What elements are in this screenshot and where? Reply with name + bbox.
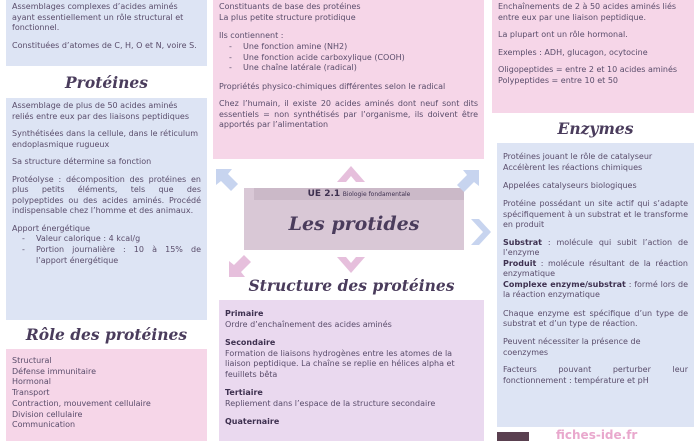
structure-primaire-heading: Primaire [225, 309, 264, 318]
enzymes-p7: Facteurs pouvant perturber leur fonctionnement : température et pH [503, 365, 688, 385]
peptides-line-4a: Oligopeptides = entre 2 et 10 acides aminés [498, 65, 678, 75]
card-structure [219, 300, 484, 441]
card-proteins-intro [6, 0, 207, 66]
amino-props: Propriétés physico-chimiques différentes selon le radical [219, 81, 446, 91]
arrow-right-icon [471, 219, 491, 245]
ue-subject: Biologie fondamentale [342, 191, 411, 198]
proteines-p3: Sa structure détermine sa fonction [12, 157, 152, 167]
arrow-down-icon [337, 257, 365, 273]
arrow-down-left-icon [229, 255, 251, 277]
list-item: Structural [12, 356, 52, 365]
amino-line-2: La plus petite structure protidique [219, 12, 356, 22]
intro-line-2: Constituées d’atomes de C, H, O et N, voire S. [12, 40, 197, 50]
enzymes-p2: Appelées catalyseurs biologiques [503, 181, 637, 191]
list-item: - Une fonction amine (NH2) [243, 42, 478, 53]
enzymes-p3: Protéine possédant un site actif qui s’adapte spécifiquement à un substrat et le transforme en produit [503, 198, 688, 230]
arrow-up-icon [337, 166, 365, 182]
peptides-line-1: Enchaînements de 2 à 50 acides aminés liés entre eux par une liaison peptidique. [498, 2, 677, 22]
amino-contains-label: Ils contiennent : [219, 31, 284, 41]
structure-tertiaire-heading: Tertiaire [225, 388, 263, 398]
card-peptides [492, 0, 694, 113]
structure-tertiaire: Repliement dans l’espace de la structure secondaire [225, 398, 436, 408]
structure-secondaire-heading: Secondaire [225, 338, 276, 348]
structure-secondaire: Formation de liaisons hydrogènes entre les atomes de la liaison peptidique. La chaîne se replie en hélices alpha et feuillets bêta [225, 348, 455, 379]
arrow-up-left-icon [216, 169, 238, 191]
proteines-energy-list [12, 234, 201, 266]
enzymes-substrat: Substrat : molécule qui subit l’action de l’enzyme [503, 237, 688, 258]
list-item: Hormonal [12, 377, 51, 387]
title-proteines: Protéines [65, 73, 148, 92]
enzymes-p1: Protéines jouant le rôle de catalyseur [503, 152, 653, 161]
page-title: Les protides [288, 213, 420, 235]
arrow-up-right-icon [457, 170, 479, 192]
enzymes-p1b: Accélèrent les réactions chimiques [503, 162, 643, 172]
card-proteines [6, 98, 207, 320]
peptides-line-2: La plupart ont un rôle hormonal. [498, 30, 628, 40]
ue-code: UE 2.1 [307, 189, 341, 199]
amino-functions-list [219, 42, 478, 74]
list-item: - Valeur calorique : 4 kcal/g [36, 234, 201, 245]
amino-human: Chez l’humain, il existe 20 acides aminés dont neuf sont dits essentiels = non synthétisés par l’organisme, ils doivent être apportés par l’alimentation [219, 99, 478, 130]
proteines-p5: Apport énergétique [12, 223, 90, 233]
peptides-line-4b: Polypeptides = entre 10 et 50 [498, 75, 618, 85]
proteines-p4: Protéolyse : décomposition des protéines en plus petits éléments, tels que des polypeptides ou des acides aminés. Procédé indispensable chez l’homme et des animaux. [12, 174, 201, 216]
card-role [6, 349, 207, 441]
list-item: Défense immunitaire [12, 366, 96, 376]
structure-quaternaire-heading: Quaternaire [225, 417, 280, 427]
list-item: - Une fonction acide carboxylique (COOH) [243, 53, 478, 64]
structure-primaire: Ordre d’enchaînement des acides aminés [225, 319, 392, 329]
list-item: Division cellulaire [12, 409, 83, 419]
proteines-p1: Assemblage de plus de 50 acides aminés reliés entre eux par des liaisons peptidiques [12, 101, 190, 121]
title-enzymes: Enzymes [557, 119, 634, 138]
intro-line-1: Assemblages complexes d’acides aminés ayant essentiellement un rôle structural et fonctionnel. [12, 2, 184, 33]
list-item: - Portion journalière : 10 à 15% de l’apport énergétique [36, 245, 201, 266]
title-structure: Structure des protéines [248, 276, 455, 295]
footer-brand[interactable]: fiches-ide.fr [556, 429, 638, 441]
proteines-p2: Synthétisées dans la cellule, dans le réticulum endoplasmique rugueux [12, 129, 198, 149]
enzymes-definitions [503, 238, 688, 301]
enzymes-p6: Peuvent nécessiter la présence de coenzymes [503, 337, 641, 357]
enzymes-produit: Produit : molécule résultant de la réaction enzymatique [503, 258, 688, 279]
amino-line-1: Constituants de base des protéines [219, 2, 361, 11]
card-amino-acids [213, 0, 484, 159]
card-enzymes [497, 143, 694, 427]
peptides-line-3: Exemples : ADH, glucagon, ocytocine [498, 47, 648, 57]
list-item: Communication [12, 420, 76, 430]
list-item: Transport [12, 388, 50, 398]
enzymes-p5: Chaque enzyme est spécifique d’un type de substrat et d’un type de réaction. [503, 308, 688, 329]
title-role: Rôle des protéines [25, 325, 188, 344]
list-item: - Une chaîne latérale (radical) [243, 63, 478, 74]
list-item: Contraction, mouvement cellulaire [12, 398, 151, 408]
center-subject [254, 188, 464, 200]
enzymes-complexe: Complexe enzyme/substrat : formé lors de la réaction enzymatique [503, 279, 689, 300]
footer-logo-icon [497, 432, 529, 441]
